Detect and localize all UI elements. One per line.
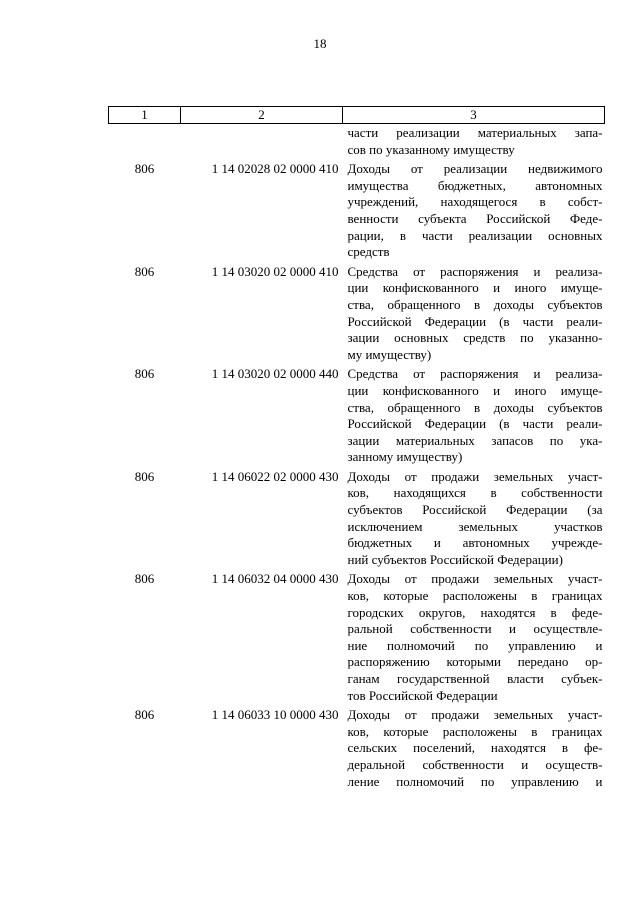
description-line: му имуществу): [347, 346, 432, 362]
description-line: распоряжению которыми передано ор-: [347, 654, 603, 670]
description-cell: [343, 704, 605, 790]
admin-code-cell: 806: [134, 707, 155, 723]
description-line: учреждений, находящегося в собст-: [347, 194, 603, 210]
description-line: средств: [347, 244, 390, 260]
description-line: части реализации материальных запа-: [347, 125, 603, 140]
table-header: [109, 107, 605, 124]
description-line: Доходы от реализации недвижимого: [347, 161, 603, 177]
budget-code-cell: 1 14 02028 02 0000 410: [211, 161, 339, 177]
budget-code-cell: 1 14 03020 02 0000 410: [211, 263, 339, 279]
description-line: венности субъекта Российской Феде-: [347, 210, 603, 226]
table-row: [109, 568, 605, 704]
description-cell: [343, 466, 605, 569]
description-line: зации материальных запасов по ука-: [347, 432, 603, 448]
budget-code-cell: 1 14 03020 02 0000 440: [211, 366, 339, 382]
description-cell: [343, 261, 605, 364]
admin-code-cell: 806: [134, 161, 155, 177]
table-row: [109, 124, 605, 159]
description-cell: [343, 158, 605, 261]
description-line: ний субъектов Российской Федерации): [347, 551, 563, 567]
table-row: [109, 158, 605, 261]
description-line: ства, обращенного в доходы субъектов: [347, 296, 603, 312]
table-row: [109, 261, 605, 364]
page-number: 18: [313, 36, 327, 51]
description-line: Доходы от продажи земельных участ-: [347, 571, 603, 587]
description-cell: [343, 363, 605, 466]
description-line: ков, которые расположены в границах: [347, 588, 603, 604]
table-body: [109, 124, 605, 791]
admin-code-cell: 806: [134, 263, 155, 279]
description-line: ление полномочий по управлению и: [347, 773, 603, 789]
description-line: бюджетных и автономных учрежде-: [347, 535, 603, 551]
column-header-3: 3: [343, 107, 605, 124]
header-row: [109, 107, 605, 124]
description-line: деральной собственности и осуществ-: [347, 756, 603, 772]
admin-code-cell: 806: [134, 571, 155, 587]
description-line: ганам государственной власти субъек-: [347, 671, 603, 686]
description-line: сов по указанному имуществу: [347, 141, 515, 157]
description-line: Российской Федерации (в части реали-: [347, 416, 603, 432]
description-line: ральной собственности и осуществле-: [347, 621, 603, 637]
description-line: ние полномочий по управлению и: [347, 637, 603, 653]
revenue-codes-table: [108, 106, 605, 790]
description-line: Доходы от продажи земельных участ-: [347, 468, 603, 484]
admin-code-cell: 806: [134, 366, 155, 382]
budget-code-cell: [181, 124, 343, 159]
description-line: городских округов, находятся в феде-: [347, 604, 603, 620]
budget-code-cell: 1 14 06022 02 0000 430: [211, 468, 339, 484]
description-line: Доходы от продажи земельных участ-: [347, 707, 603, 723]
description-line: ства, обращенного в доходы субъектов: [347, 399, 603, 415]
description-line: тов Российской Федерации: [347, 687, 498, 703]
description-line: Средства от распоряжения и реализа-: [347, 263, 603, 279]
description-line: Российской Федерации (в части реали-: [347, 313, 603, 329]
description-line: субъектов Российской Федерации (за: [347, 502, 603, 518]
description-line: ции конфискованного и иного имуще-: [347, 280, 603, 296]
description-line: исключением земельных участков: [347, 518, 603, 534]
description-line: имущества бюджетных, автономных: [347, 177, 603, 193]
description-line: Средства от распоряжения и реализа-: [347, 366, 603, 382]
admin-code-cell: 806: [134, 468, 155, 484]
description-line: ции конфискованного и иного имуще-: [347, 382, 603, 398]
description-cell: [343, 124, 605, 159]
description-cell: [343, 568, 605, 704]
table-row: [109, 704, 605, 790]
budget-code-cell: 1 14 06033 10 0000 430: [211, 707, 339, 723]
budget-code-cell: 1 14 06032 04 0000 430: [211, 571, 339, 587]
description-line: ков, находящихся в собственности: [347, 485, 603, 501]
table-row: [109, 466, 605, 569]
description-line: сельских поселений, находятся в фе-: [347, 740, 603, 756]
column-header-1: 1: [109, 107, 181, 124]
description-line: зации основных средств по указанно-: [347, 330, 603, 346]
description-line: занному имуществу): [347, 449, 463, 465]
admin-code-cell: [109, 124, 181, 159]
column-header-2: 2: [181, 107, 343, 124]
description-line: рации, в части реализации основных: [347, 227, 603, 243]
description-line: ков, которые расположены в границах: [347, 723, 603, 739]
table-row: [109, 363, 605, 466]
